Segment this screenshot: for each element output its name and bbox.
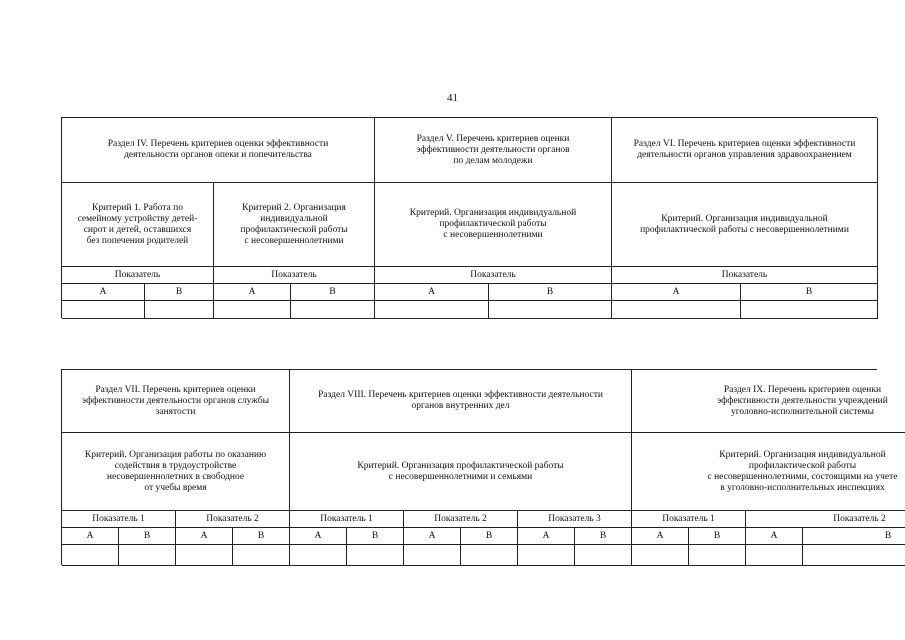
column-label-b: B — [233, 528, 290, 545]
value-cell — [119, 545, 176, 566]
value-cell — [214, 301, 291, 319]
indicator-cell: Показатель 2 — [746, 511, 905, 528]
column-label-a: A — [62, 284, 145, 301]
column-label-a: A — [404, 528, 461, 545]
value-cell — [176, 545, 233, 566]
column-label-a: A — [214, 284, 291, 301]
indicator-cell: Показатель 3 — [518, 511, 632, 528]
column-label-b: B — [489, 284, 612, 301]
column-label-a: A — [290, 528, 347, 545]
criterion-cell: Критерий. Организация работы по оказанию содействия в трудоустройстве несовершеннолетних в свободное от учебы время — [62, 433, 290, 511]
criterion-cell: Критерий. Организация индивидуальной профилактической работы с несовершеннолетними, состоящими на учете в уголовно-исполнительных инспекциях — [632, 433, 905, 511]
indicator-cell: Показатель 1 — [62, 511, 176, 528]
indicator-cell: Показатель 1 — [290, 511, 404, 528]
indicator-cell: Показатель — [62, 267, 214, 284]
column-label-a: A — [518, 528, 575, 545]
criterion-cell: Критерий. Организация профилактической работы с несовершеннолетними и семьями — [290, 433, 632, 511]
indicator-cell: Показатель 2 — [176, 511, 290, 528]
value-cell — [803, 545, 905, 566]
value-cell — [461, 545, 518, 566]
criteria-table-top — [61, 117, 877, 318]
column-label-a: A — [632, 528, 689, 545]
indicator-cell: Показатель — [612, 267, 878, 284]
column-label-a: A — [62, 528, 119, 545]
value-cell — [375, 301, 489, 319]
value-cell — [612, 301, 741, 319]
column-label-b: B — [119, 528, 176, 545]
column-label-b: B — [461, 528, 518, 545]
value-cell — [291, 301, 375, 319]
section-iv-header: Раздел IV. Перечень критериев оценки эффективности деятельности органов опеки и попечительства — [62, 118, 375, 183]
section-vi-header: Раздел VI. Перечень критериев оценки эффективности деятельности органов управления здравоохранением — [612, 118, 878, 183]
value-cell — [746, 545, 803, 566]
column-label-b: B — [347, 528, 404, 545]
value-cell — [741, 301, 878, 319]
value-cell — [489, 301, 612, 319]
column-label-b: B — [575, 528, 632, 545]
section-vii-header: Раздел VII. Перечень критериев оценки эффективности деятельности органов службы занятости — [62, 370, 290, 433]
value-cell — [689, 545, 746, 566]
value-cell — [62, 545, 119, 566]
column-label-b: B — [689, 528, 746, 545]
value-cell — [62, 301, 145, 319]
indicator-cell: Показатель — [214, 267, 375, 284]
indicator-cell: Показатель 2 — [404, 511, 518, 528]
criteria-table-bottom — [61, 369, 898, 565]
value-cell — [233, 545, 290, 566]
column-label-b: B — [741, 284, 878, 301]
section-ix-header: Раздел IX. Перечень критериев оценки эффективности деятельности учреждений уголовно-исполнительной системы — [632, 370, 905, 433]
column-label-a: A — [375, 284, 489, 301]
column-label-b: B — [803, 528, 905, 545]
column-label-b: B — [291, 284, 375, 301]
value-cell — [575, 545, 632, 566]
value-cell — [290, 545, 347, 566]
section-viii-header: Раздел VIII. Перечень критериев оценки эффективности деятельности органов внутренних дел — [290, 370, 632, 433]
column-label-b: B — [145, 284, 214, 301]
value-cell — [518, 545, 575, 566]
value-cell — [145, 301, 214, 319]
criterion-cell: Критерий. Организация индивидуальной профилактической работы с несовершеннолетними — [375, 183, 612, 267]
indicator-cell: Показатель — [375, 267, 612, 284]
criterion-cell: Критерий. Организация индивидуальной профилактической работы с несовершеннолетними — [612, 183, 878, 267]
column-label-a: A — [612, 284, 741, 301]
indicator-cell: Показатель 1 — [632, 511, 746, 528]
criterion-cell: Критерий 2. Организация индивидуальной профилактической работы с несовершеннолетними — [214, 183, 375, 267]
column-label-a: A — [746, 528, 803, 545]
value-cell — [347, 545, 404, 566]
value-cell — [404, 545, 461, 566]
page-number: 41 — [447, 92, 458, 104]
value-cell — [632, 545, 689, 566]
column-label-a: A — [176, 528, 233, 545]
criterion-cell: Критерий 1. Работа по семейному устройству детей- сирот и детей, оставшихся без попечения родителей — [62, 183, 214, 267]
section-v-header: Раздел V. Перечень критериев оценки эффективности деятельности органов по делам молодежи — [375, 118, 612, 183]
